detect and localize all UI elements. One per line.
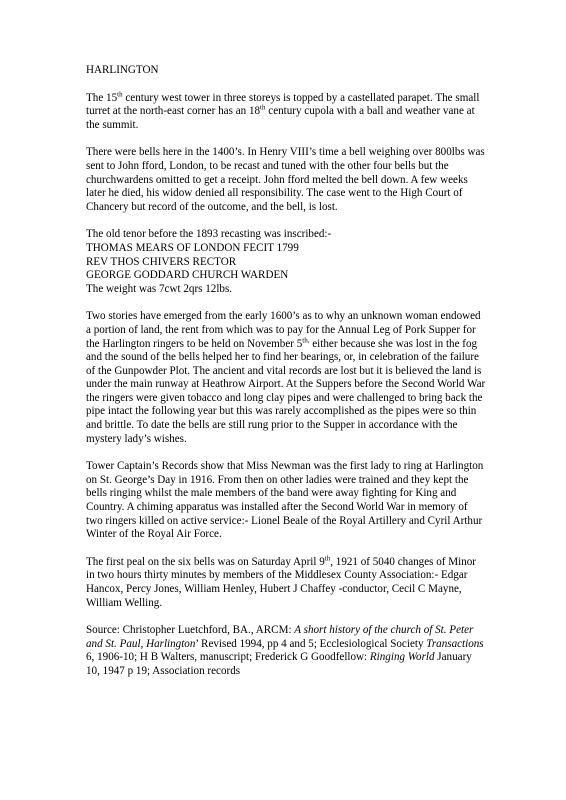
paragraph-pork-supper: [86, 310, 486, 446]
source-text-3: 6, 1906-10; H B Walters, manuscript; Frederick G Goodfellow:: [86, 651, 370, 664]
tenor-weight: The weight was 7cwt 2qrs 12lbs.: [86, 282, 233, 295]
superscript-th: th,: [302, 335, 310, 344]
source-title-ringing-world: Ringing World: [369, 651, 435, 664]
source-text-1: Source: Christopher Luetchford, BA., ARCM:: [86, 624, 295, 637]
paragraph-tower-text-b: century west tower in three storeys is topped by a castellated parapet. The small turret at the north-east corner has an 18: [86, 91, 480, 118]
source-text-4: January 10, 1947 p 19; Association records: [86, 651, 472, 677]
paragraph-pork-supper-text-a: Two stories have emerged from the early 1600’s as to why an unknown woman endowed a portion of land, the rent from which was to pay for the Annual Leg of Pork Supper for the Harlington ringers to be held on November 5: [86, 310, 481, 350]
superscript-th: th: [260, 103, 266, 112]
paragraph-first-peal-text-a: The first peal on the six bells was on Saturday April 9: [86, 555, 325, 568]
paragraph-pork-supper-text-b: either because she was lost in the fog and the sound of the bells helped her to find her bearings, or, in celebration of the failure of the Gunpowder Plot. The ancient and vital records are lost but it is believed the land is under the main runway at Heathrow Airport. At the Suppers before the Second World War the ringers were given tobacco and long clay pipes and were challenged to bring back the pipe intact the following year but this was rarely accomplished as the pipes were so thin and brittle. To date the bells are still rung prior to the Supper in accordance with the mystery lady’s wishes.: [86, 337, 486, 445]
superscript-th: th: [117, 89, 123, 98]
paragraph-tower: [86, 89, 486, 133]
document-title: HARLINGTON: [86, 64, 159, 76]
paragraph-first-peal-text-b: , 1921 of 5040 changes of Minor in two hours thirty minutes by members of the Middlesex County Association:- Edgar Hancox, Percy Jones, William Henley, Hubert J Chaffey -conductor, Cecil C Mayne, William Welling.: [86, 555, 476, 609]
paragraph-bells-history: There were bells here in the 1400’s. In Henry VIII’s time a bell weighing over 800lbs was sent to John fford, London, to be recast and tuned with the other four bells but the churchwardens omitted to get a receipt. John fford melted the bell down. A few weeks later he died, his widow denied all responsibility. The case went to the High Court of Chancery but record of the outcome, and the bell, is lost.: [86, 146, 485, 213]
paragraph-tower-text-a: The 15: [86, 91, 118, 104]
paragraph-source: [86, 624, 486, 678]
paragraph-tower-captain: Tower Captain’s Records show that Miss Newman was the first lady to ring at Harlington on St. George’s Day in 1916. From then on other ladies were trained and they kept the bells ringing whilst the male members of the band were away fighting for King and Country. A chiming apparatus was installed after the Second World War in memory of two ringers killed on active service:- Lionel Beale of the Royal Artillery and Cyril Arthur Winter of the Royal Air Force.: [86, 460, 484, 541]
paragraph-tower-text-c: century cupola with a ball and weather vane at the summit.: [86, 105, 475, 131]
inscription-line-3: GEORGE GODDARD CHURCH WARDEN: [86, 269, 289, 282]
paragraph-first-peal: [86, 556, 486, 610]
source-text-2: ’ Revised 1994, pp 4 and 5; Ecclesiological Society: [195, 637, 427, 650]
inscription-line-1: THOMAS MEARS OF LONDON FECIT 1799: [86, 241, 299, 254]
inscription-intro: The old tenor before the 1893 recasting was inscribed:-: [86, 228, 332, 241]
source-title-booklet: A short history of the church of St. Peter and St. Paul, Harlington: [86, 624, 474, 650]
superscript-th: th: [324, 554, 331, 563]
paragraph-tenor-inscription: [86, 228, 486, 296]
inscription-line-2: REV THOS CHIVERS RECTOR: [86, 255, 237, 268]
source-title-transactions: Transactions: [426, 637, 484, 650]
